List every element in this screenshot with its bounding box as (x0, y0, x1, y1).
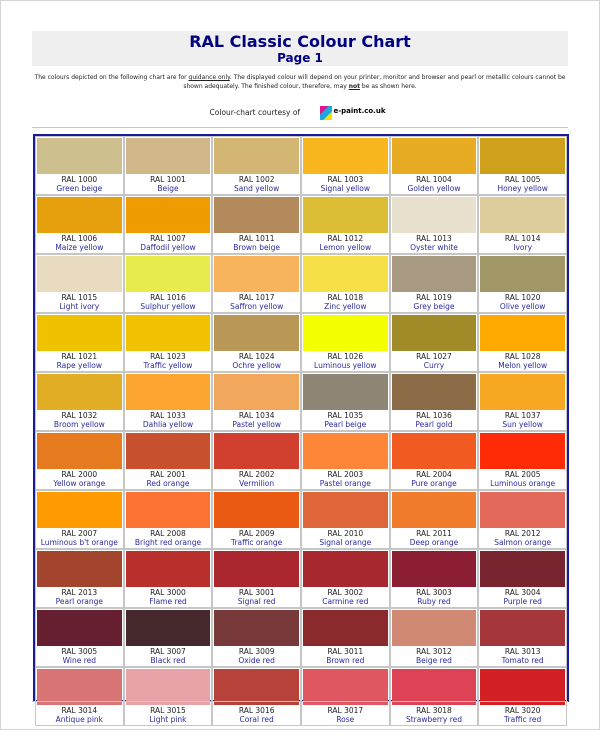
colour-cell (212, 195, 301, 254)
colour-cell (478, 254, 567, 313)
colour-name: Rape yellow (56, 361, 102, 370)
colour-swatch (214, 197, 299, 233)
colour-swatch (303, 551, 388, 587)
colour-cell (35, 136, 124, 195)
colour-code: RAL 1004 (416, 175, 452, 184)
colour-name: Signal orange (319, 538, 372, 547)
colour-cell (390, 313, 479, 372)
colour-code: RAL 2008 (150, 529, 186, 538)
colour-cell (478, 490, 567, 549)
colour-name: Antique pink (55, 715, 104, 724)
colour-cell (124, 136, 213, 195)
colour-swatch (37, 610, 122, 646)
colour-cell (124, 313, 213, 372)
colour-name: Sand yellow (234, 184, 280, 193)
colour-code: RAL 2004 (416, 470, 452, 479)
colour-swatch (303, 256, 388, 292)
colour-code: RAL 3007 (150, 647, 186, 656)
colour-cell (301, 549, 390, 608)
colour-name: Ivory (513, 243, 533, 252)
colour-swatch (214, 669, 299, 705)
colour-cell (478, 136, 567, 195)
colour-name: Brown red (326, 656, 365, 665)
colour-name: Golden yellow (407, 184, 461, 193)
colour-name: Grey beige (413, 302, 455, 311)
colour-name: Traffic red (504, 715, 542, 724)
colour-cell (301, 195, 390, 254)
colour-code: RAL 3009 (238, 647, 275, 656)
colour-code: RAL 1032 (61, 411, 98, 420)
colour-swatch (214, 433, 299, 469)
colour-swatch (480, 315, 565, 351)
colour-name: Maize yellow (55, 243, 104, 252)
colour-name: Coral red (239, 715, 274, 724)
colour-cell (390, 254, 479, 313)
colour-cell (390, 549, 479, 608)
disclaimer-part: be as shown here. (360, 83, 417, 90)
colour-name: Light pink (149, 715, 187, 724)
colour-code: RAL 1036 (416, 411, 452, 420)
colour-cell (390, 372, 479, 431)
chart-header (32, 31, 568, 66)
colour-code: RAL 3005 (61, 647, 98, 656)
colour-code: RAL 1013 (416, 234, 452, 243)
colour-code: RAL 2005 (504, 470, 541, 479)
colour-code: RAL 2002 (238, 470, 275, 479)
colour-name: Yellow orange (53, 479, 106, 488)
colour-name: Salmon orange (494, 538, 552, 547)
colour-name: Pastel yellow (232, 420, 281, 429)
colour-cell (212, 608, 301, 667)
colour-code: RAL 3015 (150, 706, 186, 715)
colour-swatch (126, 374, 211, 410)
colour-code: RAL 1011 (238, 234, 275, 243)
colour-name: Traffic orange (230, 538, 283, 547)
colour-code: RAL 3017 (327, 706, 364, 715)
logo-text: e-paint.co.uk (333, 107, 386, 115)
disclaimer-emphasis: not (348, 83, 360, 90)
colour-grid (33, 134, 569, 724)
colour-name: Zinc yellow (324, 302, 367, 311)
colour-swatch (392, 551, 477, 587)
colour-name: Bright red orange (134, 538, 202, 547)
colour-code: RAL 1015 (61, 293, 98, 302)
colour-code: RAL 3004 (504, 588, 541, 597)
colour-code: RAL 1007 (150, 234, 186, 243)
colour-swatch (303, 610, 388, 646)
colour-name: Light ivory (59, 302, 100, 311)
colour-cell (124, 549, 213, 608)
colour-code: RAL 1028 (504, 352, 541, 361)
colour-cell (124, 490, 213, 549)
colour-code: RAL 3013 (504, 647, 541, 656)
colour-swatch (392, 197, 477, 233)
colour-code: RAL 3012 (416, 647, 452, 656)
colour-swatch (392, 374, 477, 410)
colour-name: Pearl orange (55, 597, 104, 606)
colour-cell (212, 254, 301, 313)
colour-swatch (480, 374, 565, 410)
colour-cell (124, 431, 213, 490)
colour-cell (301, 667, 390, 726)
colour-cell (35, 608, 124, 667)
colour-name: Beige (157, 184, 179, 193)
colour-code: RAL 1005 (504, 175, 541, 184)
colour-swatch (214, 374, 299, 410)
epaint-logo[interactable] (320, 106, 390, 120)
colour-cell (301, 431, 390, 490)
colour-name: Pearl gold (415, 420, 453, 429)
colour-cell (212, 549, 301, 608)
colour-swatch (480, 138, 565, 174)
colour-name: Olive yellow (499, 302, 546, 311)
colour-code: RAL 2003 (327, 470, 364, 479)
colour-name: Luminous yellow (314, 361, 377, 370)
colour-swatch (214, 256, 299, 292)
colour-code: RAL 3000 (150, 588, 186, 597)
colour-swatch (37, 315, 122, 351)
colour-cell (124, 608, 213, 667)
colour-cell (478, 667, 567, 726)
colour-code: RAL 1017 (238, 293, 275, 302)
colour-name: Deep orange (409, 538, 459, 547)
colour-code: RAL 1027 (416, 352, 452, 361)
colour-cell (35, 195, 124, 254)
colour-swatch (303, 492, 388, 528)
colour-code: RAL 3011 (327, 647, 364, 656)
colour-code: RAL 2012 (504, 529, 541, 538)
colour-name: Sulphur yellow (140, 302, 196, 311)
colour-name: Wine red (62, 656, 97, 665)
colour-cell (301, 313, 390, 372)
colour-swatch (126, 315, 211, 351)
colour-name: Vermilion (239, 479, 275, 488)
colour-code: RAL 1012 (327, 234, 364, 243)
divider (32, 701, 568, 702)
colour-swatch (37, 138, 122, 174)
colour-swatch (480, 669, 565, 705)
colour-swatch (37, 256, 122, 292)
colour-name: Honey yellow (497, 184, 548, 193)
colour-swatch (37, 374, 122, 410)
colour-cell (301, 254, 390, 313)
colour-name: Lemon yellow (319, 243, 372, 252)
disclaimer-part: . The displayed colour will depend on your printer, monitor and browser and pearl or metallic colours cannot be shown adequately. The finished colour, therefore, may (183, 74, 566, 90)
colour-cell (478, 549, 567, 608)
colour-swatch (480, 433, 565, 469)
colour-swatch (392, 433, 477, 469)
colour-code: RAL 2013 (61, 588, 98, 597)
colour-name: Signal red (237, 597, 276, 606)
colour-cell (35, 254, 124, 313)
colour-swatch (392, 138, 477, 174)
colour-code: RAL 3001 (238, 588, 275, 597)
colour-swatch (303, 669, 388, 705)
colour-swatch (126, 138, 211, 174)
colour-code: RAL 2000 (61, 470, 98, 479)
colour-name: Carmine red (322, 597, 369, 606)
colour-swatch (126, 610, 211, 646)
colour-code: RAL 1014 (504, 234, 541, 243)
colour-cell (124, 372, 213, 431)
colour-swatch (303, 433, 388, 469)
colour-swatch (303, 197, 388, 233)
colour-code: RAL 3002 (327, 588, 364, 597)
page-title: RAL Classic Colour Chart (189, 32, 411, 51)
colour-name: Rose (336, 715, 355, 724)
colour-code: RAL 3014 (61, 706, 98, 715)
colour-cell (390, 490, 479, 549)
colour-code: RAL 1018 (327, 293, 364, 302)
colour-name: Curry (423, 361, 445, 370)
colour-swatch (37, 197, 122, 233)
colour-swatch (480, 610, 565, 646)
colour-swatch (214, 610, 299, 646)
colour-swatch (37, 492, 122, 528)
colour-swatch (214, 138, 299, 174)
colour-name: Oxide red (238, 656, 275, 665)
colour-name: Luminous orange (490, 479, 556, 488)
colour-cell (301, 372, 390, 431)
colour-name: Signal yellow (320, 184, 370, 193)
colour-swatch (303, 138, 388, 174)
colour-name: Oyster white (410, 243, 458, 252)
colour-name: Melon yellow (498, 361, 548, 370)
colour-name: Ochre yellow (232, 361, 281, 370)
colour-name: Sun yellow (502, 420, 543, 429)
colour-swatch (480, 492, 565, 528)
colour-name: Ruby red (417, 597, 451, 606)
colour-name: Traffic yellow (143, 361, 193, 370)
colour-code: RAL 1034 (238, 411, 275, 420)
disclaimer-part: The colours depicted on the following chart are for (34, 74, 189, 81)
colour-code: RAL 1021 (61, 352, 98, 361)
colour-code: RAL 1024 (238, 352, 275, 361)
colour-cell (212, 490, 301, 549)
colour-code: RAL 3018 (416, 706, 452, 715)
colour-swatch (392, 669, 477, 705)
colour-swatch (392, 315, 477, 351)
colour-code: RAL 1001 (150, 175, 186, 184)
colour-swatch (126, 551, 211, 587)
colour-cell (212, 372, 301, 431)
colour-cell (124, 667, 213, 726)
colour-code: RAL 1026 (327, 352, 364, 361)
colour-swatch (392, 256, 477, 292)
colour-code: RAL 1003 (327, 175, 364, 184)
colour-swatch (126, 492, 211, 528)
colour-code: RAL 1020 (504, 293, 541, 302)
colour-swatch (126, 669, 211, 705)
colour-cell (390, 667, 479, 726)
disclaimer-text (30, 73, 570, 91)
colour-code: RAL 1019 (416, 293, 452, 302)
colour-swatch (392, 492, 477, 528)
colour-name: Purple red (503, 597, 542, 606)
colour-name: Strawberry red (405, 715, 463, 724)
colour-swatch (480, 197, 565, 233)
colour-swatch (480, 256, 565, 292)
colour-cell (301, 490, 390, 549)
colour-code: RAL 1037 (504, 411, 541, 420)
colour-cell (390, 136, 479, 195)
colour-cell (35, 313, 124, 372)
colour-name: Luminous b't orange (40, 538, 118, 547)
colour-cell (35, 667, 124, 726)
colour-code: RAL 1023 (150, 352, 186, 361)
colour-cell (212, 667, 301, 726)
colour-name: Pastel orange (319, 479, 371, 488)
colour-name: Saffron yellow (230, 302, 284, 311)
colour-cell (478, 608, 567, 667)
colour-name: Tomato red (501, 656, 544, 665)
colour-name: Green beige (56, 184, 103, 193)
colour-code: RAL 1035 (327, 411, 364, 420)
colour-cell (478, 431, 567, 490)
colour-cell (390, 431, 479, 490)
colour-code: RAL 2001 (150, 470, 186, 479)
colour-cell (212, 136, 301, 195)
colour-code: RAL 1016 (150, 293, 186, 302)
colour-swatch (126, 256, 211, 292)
colour-name: Broom yellow (53, 420, 105, 429)
colour-swatch (214, 492, 299, 528)
colour-name: Brown beige (233, 243, 281, 252)
colour-cell (478, 313, 567, 372)
colour-code: RAL 1033 (150, 411, 186, 420)
logo-mark-icon (320, 106, 332, 120)
colour-swatch (392, 610, 477, 646)
colour-code: RAL 2009 (238, 529, 275, 538)
colour-cell (35, 372, 124, 431)
colour-cell (478, 372, 567, 431)
courtesy-label: Colour-chart courtesy of (209, 108, 301, 117)
colour-cell (124, 254, 213, 313)
colour-cell (390, 608, 479, 667)
colour-cell (35, 549, 124, 608)
colour-cell (124, 195, 213, 254)
colour-swatch (126, 433, 211, 469)
colour-code: RAL 1002 (238, 175, 275, 184)
colour-cell (35, 431, 124, 490)
courtesy-line (0, 106, 600, 120)
colour-cell (301, 136, 390, 195)
colour-swatch (303, 374, 388, 410)
colour-swatch (214, 551, 299, 587)
colour-swatch (480, 551, 565, 587)
colour-cell (301, 608, 390, 667)
colour-code: RAL 3003 (416, 588, 452, 597)
colour-code: RAL 1006 (61, 234, 98, 243)
colour-swatch (303, 315, 388, 351)
colour-swatch (214, 315, 299, 351)
colour-swatch (37, 551, 122, 587)
page-subtitle: Page 1 (277, 51, 323, 65)
colour-name: Flame red (149, 597, 187, 606)
disclaimer-emphasis: guidance only (188, 74, 230, 81)
divider (32, 127, 568, 128)
colour-cell (212, 313, 301, 372)
colour-code: RAL 3016 (238, 706, 275, 715)
colour-swatch (37, 669, 122, 705)
colour-code: RAL 3020 (504, 706, 541, 715)
colour-name: Pure orange (411, 479, 457, 488)
colour-cell (35, 490, 124, 549)
colour-code: RAL 2011 (416, 529, 452, 538)
colour-cell (212, 431, 301, 490)
colour-name: Pearl beige (324, 420, 367, 429)
colour-cell (390, 195, 479, 254)
colour-code: RAL 2007 (61, 529, 98, 538)
colour-name: Black red (150, 656, 186, 665)
colour-code: RAL 2010 (327, 529, 364, 538)
colour-name: Daffodil yellow (140, 243, 196, 252)
colour-cell (478, 195, 567, 254)
colour-name: Beige red (416, 656, 452, 665)
colour-name: Dahlia yellow (142, 420, 194, 429)
colour-swatch (126, 197, 211, 233)
colour-code: RAL 1000 (61, 175, 98, 184)
colour-swatch (37, 433, 122, 469)
colour-name: Red orange (146, 479, 190, 488)
